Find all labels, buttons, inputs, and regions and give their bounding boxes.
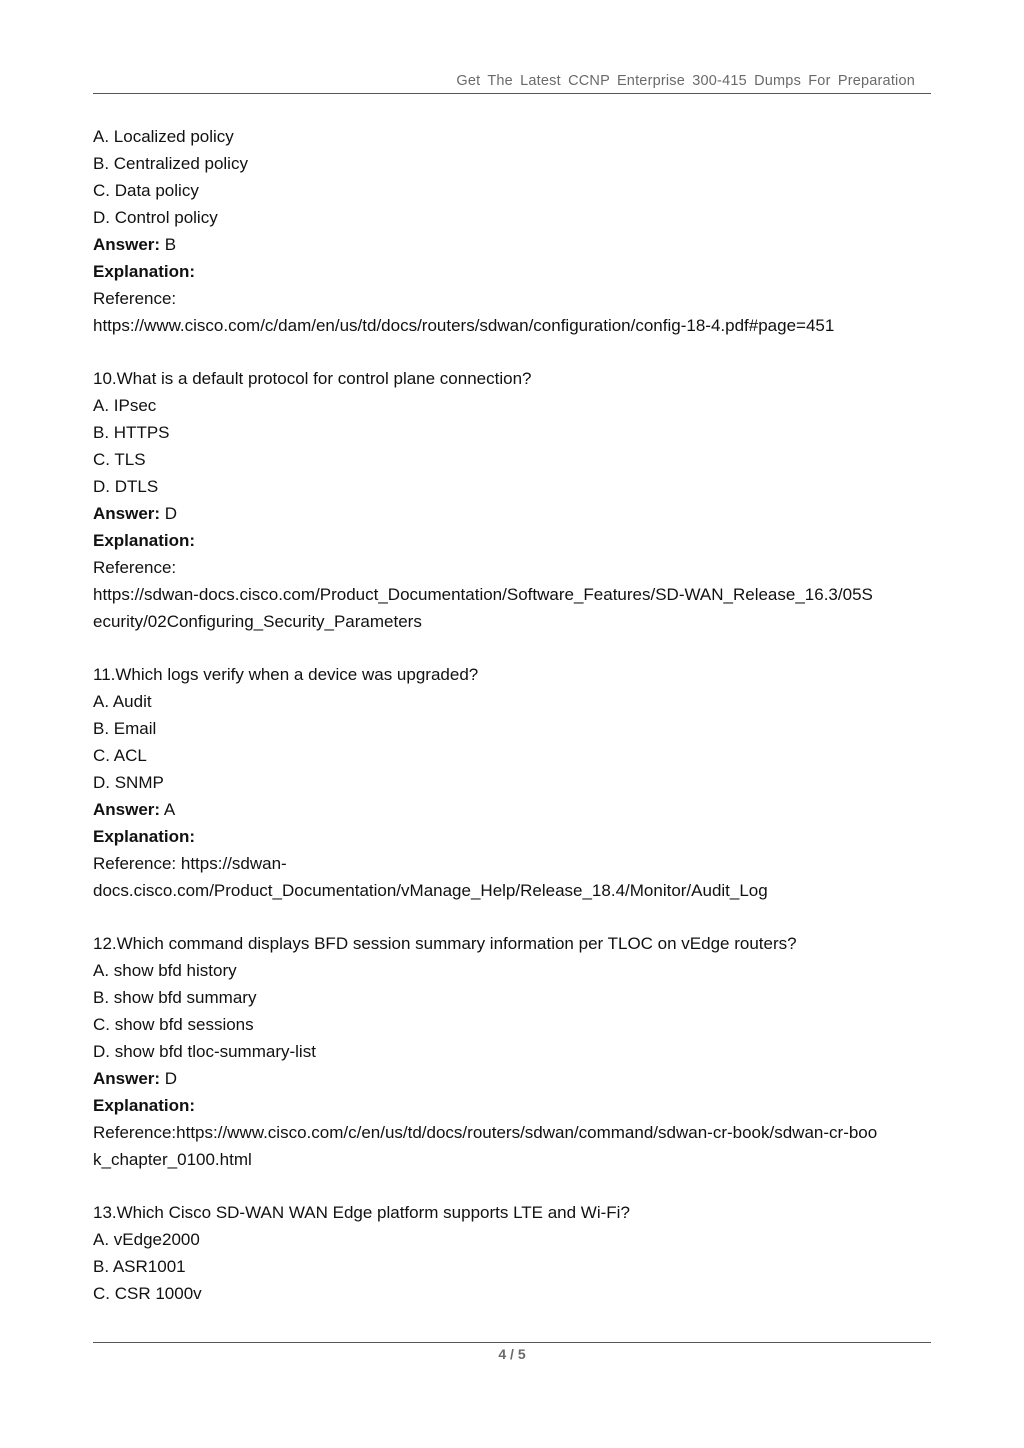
explanation-label: Explanation: bbox=[93, 1096, 196, 1115]
option-d: D. Control policy bbox=[93, 208, 218, 227]
reference-url: https://www.cisco.com/c/dam/en/us/td/docs/routers/sdwan/configuration/config-18-4.pdf#page=451 bbox=[93, 316, 835, 335]
option-c: C. Data policy bbox=[93, 181, 199, 200]
option-b: B. show bfd summary bbox=[93, 988, 257, 1007]
question-9-block bbox=[93, 123, 938, 339]
question-text: 11.Which logs verify when a device was upgraded? bbox=[93, 665, 479, 684]
answer-value: D bbox=[160, 1069, 178, 1088]
option-d: D. DTLS bbox=[93, 477, 159, 496]
option-d: D. show bfd tloc-summary-list bbox=[93, 1042, 316, 1061]
option-a: A. IPsec bbox=[93, 396, 157, 415]
option-a: A. show bfd history bbox=[93, 961, 237, 980]
option-a: A. Audit bbox=[93, 692, 152, 711]
answer-label: Answer: bbox=[93, 504, 161, 523]
question-11-block bbox=[93, 661, 938, 904]
option-d: D. SNMP bbox=[93, 773, 164, 792]
answer-line bbox=[93, 231, 938, 258]
reference-url: Reference:https://www.cisco.com/c/en/us/td/docs/routers/sdwan/command/sdwan-cr-book/sdwan-cr-boo bbox=[93, 1123, 878, 1142]
reference-line: Reference: bbox=[93, 558, 177, 577]
answer-value: D bbox=[160, 504, 178, 523]
explanation-label: Explanation: bbox=[93, 531, 196, 550]
answer-value: B bbox=[160, 235, 177, 254]
option-b: B. Email bbox=[93, 719, 157, 738]
answer-line bbox=[93, 500, 938, 527]
answer-value: A bbox=[160, 800, 176, 819]
answer-label: Answer: bbox=[93, 235, 161, 254]
reference-line: Reference: https://sdwan- bbox=[93, 854, 287, 873]
option-c: C. CSR 1000v bbox=[93, 1284, 202, 1303]
option-b: B. Centralized policy bbox=[93, 154, 248, 173]
explanation-label: Explanation: bbox=[93, 827, 196, 846]
reference-line: Reference: bbox=[93, 289, 177, 308]
option-c: C. ACL bbox=[93, 746, 147, 765]
option-b: B. ASR1001 bbox=[93, 1257, 186, 1276]
option-b: B. HTTPS bbox=[93, 423, 170, 442]
option-c: C. show bfd sessions bbox=[93, 1015, 254, 1034]
question-text: 12.Which command displays BFD session summary information per TLOC on vEdge routers? bbox=[93, 934, 797, 953]
reference-url: docs.cisco.com/Product_Documentation/vManage_Help/Release_18.4/Monitor/Audit_Log bbox=[93, 881, 768, 900]
question-13-block bbox=[93, 1199, 938, 1307]
explanation-label: Explanation: bbox=[93, 262, 196, 281]
page-header-title: Get The Latest CCNP Enterprise 300-415 Dumps For Preparation bbox=[456, 73, 915, 89]
option-c: C. TLS bbox=[93, 450, 146, 469]
answer-label: Answer: bbox=[93, 1069, 161, 1088]
page-number: 4 / 5 bbox=[498, 1346, 526, 1362]
answer-label: Answer: bbox=[93, 800, 161, 819]
reference-url-cont: k_chapter_0100.html bbox=[93, 1150, 252, 1169]
question-12-block bbox=[93, 930, 938, 1173]
question-10-block bbox=[93, 365, 938, 635]
header-divider bbox=[93, 93, 931, 94]
question-text: 10.What is a default protocol for control plane connection? bbox=[93, 369, 532, 388]
reference-url-cont: ecurity/02Configuring_Security_Parameters bbox=[93, 612, 422, 631]
option-a: A. vEdge2000 bbox=[93, 1230, 200, 1249]
footer-divider bbox=[93, 1342, 931, 1343]
reference-url: https://sdwan-docs.cisco.com/Product_Documentation/Software_Features/SD-WAN_Release_16.3/05S bbox=[93, 585, 873, 604]
answer-line bbox=[93, 1065, 938, 1092]
question-text: 13.Which Cisco SD-WAN WAN Edge platform supports LTE and Wi-Fi? bbox=[93, 1203, 630, 1222]
answer-line bbox=[93, 796, 938, 823]
option-a: A. Localized policy bbox=[93, 127, 234, 146]
document-body bbox=[93, 123, 938, 1333]
